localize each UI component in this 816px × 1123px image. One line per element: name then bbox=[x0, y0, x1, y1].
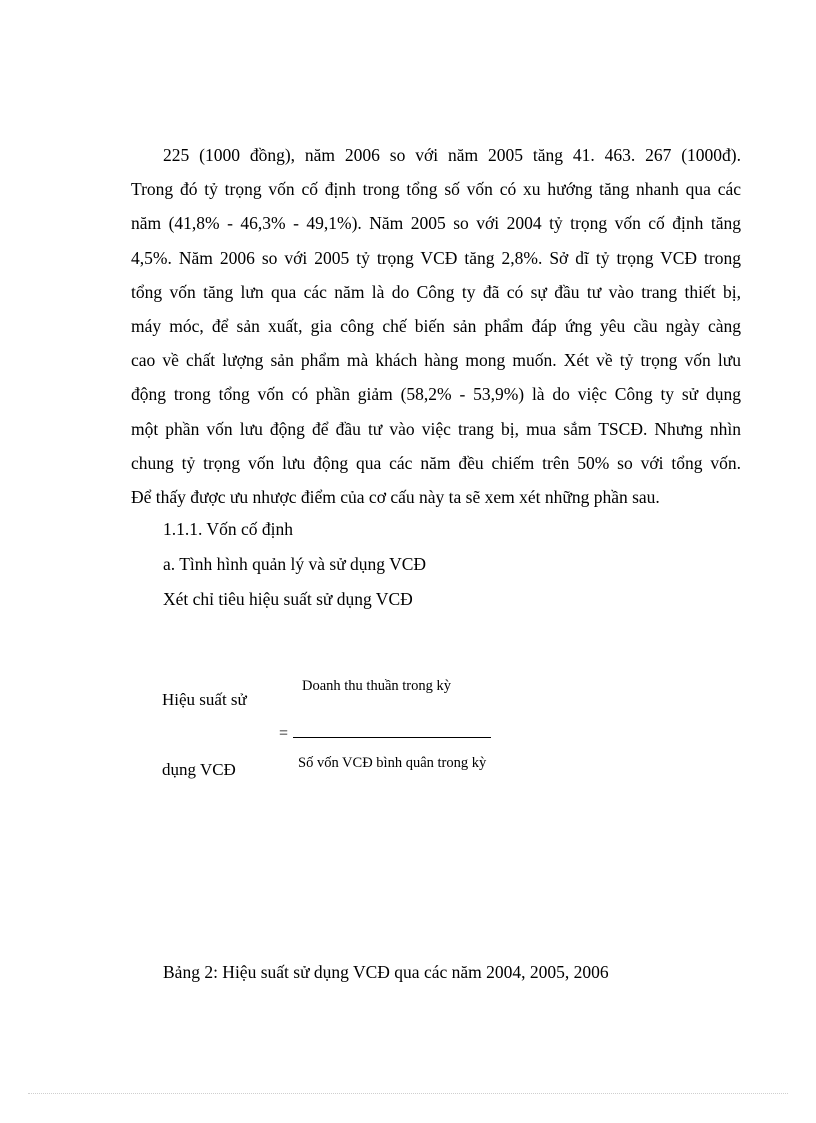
table-caption: Bảng 2: Hiệu suất sử dụng VCĐ qua các năm 2004, 2005, 2006 bbox=[163, 962, 609, 982]
paragraph-line: cao về chất lượng sản phẩm mà khách hàng mong muốn. Xét về tỷ trọng vốn lưu bbox=[131, 350, 741, 371]
formula-denominator: Số vốn VCĐ bình quân trong kỳ bbox=[298, 755, 487, 771]
paragraph-line: một phần vốn lưu động để đầu tư vào việc trang bị, mua sắm TSCĐ. Nhưng nhìn bbox=[131, 418, 741, 439]
paragraph-line: tổng vốn tăng lưn qua các năm là do Công ty đã có sự đầu tư vào trang thiết bị, bbox=[131, 281, 741, 302]
body-paragraph bbox=[131, 138, 741, 514]
paragraph-line: Để thấy được ưu nhược điểm của cơ cấu này ta sẽ xem xét những phần sau. bbox=[131, 486, 660, 507]
paragraph-line: Trong đó tỷ trọng vốn cố định trong tổng số vốn có xu hướng tăng nhanh qua các bbox=[131, 179, 741, 200]
formula-equals: = bbox=[279, 725, 289, 742]
subsection-heading: a. Tình hình quản lý và sử dụng VCĐ bbox=[163, 554, 427, 574]
paragraph-line: động trong tổng vốn có phần giảm (58,2% - 53,9%) là do việc Công ty sử dụng bbox=[131, 384, 741, 405]
page-bottom-rule bbox=[28, 1093, 788, 1094]
paragraph-line: 4,5%. Năm 2006 so với 2005 tỷ trọng VCĐ tăng 2,8%. Sở dĩ tỷ trọng VCĐ trong bbox=[131, 247, 741, 268]
formula-numerator: Doanh thu thuần trong kỳ bbox=[302, 678, 452, 694]
paragraph-line: chung tỷ trọng vốn lưu động qua các năm đều chiếm trên 50% so với tổng vốn. bbox=[131, 452, 741, 473]
fraction-bar bbox=[293, 737, 491, 738]
formula-label-line1: Hiệu suất sử bbox=[162, 690, 247, 709]
paragraph-line: máy móc, để sản xuất, gia công chế biến sản phẩm đáp ứng yêu cầu ngày càng bbox=[131, 315, 741, 336]
indicator-line: Xét chỉ tiêu hiệu suất sử dụng VCĐ bbox=[163, 589, 413, 609]
paragraph-line: năm (41,8% - 46,3% - 49,1%). Năm 2005 so với 2004 tỷ trọng vốn cố định tăng bbox=[131, 213, 741, 234]
section-heading: 1.1.1. Vốn cố định bbox=[163, 519, 293, 539]
formula-label-line2: dụng VCĐ bbox=[162, 760, 236, 779]
paragraph-line: 225 (1000 đồng), năm 2006 so với năm 2005 tăng 41. 463. 267 (1000đ). bbox=[163, 145, 741, 165]
